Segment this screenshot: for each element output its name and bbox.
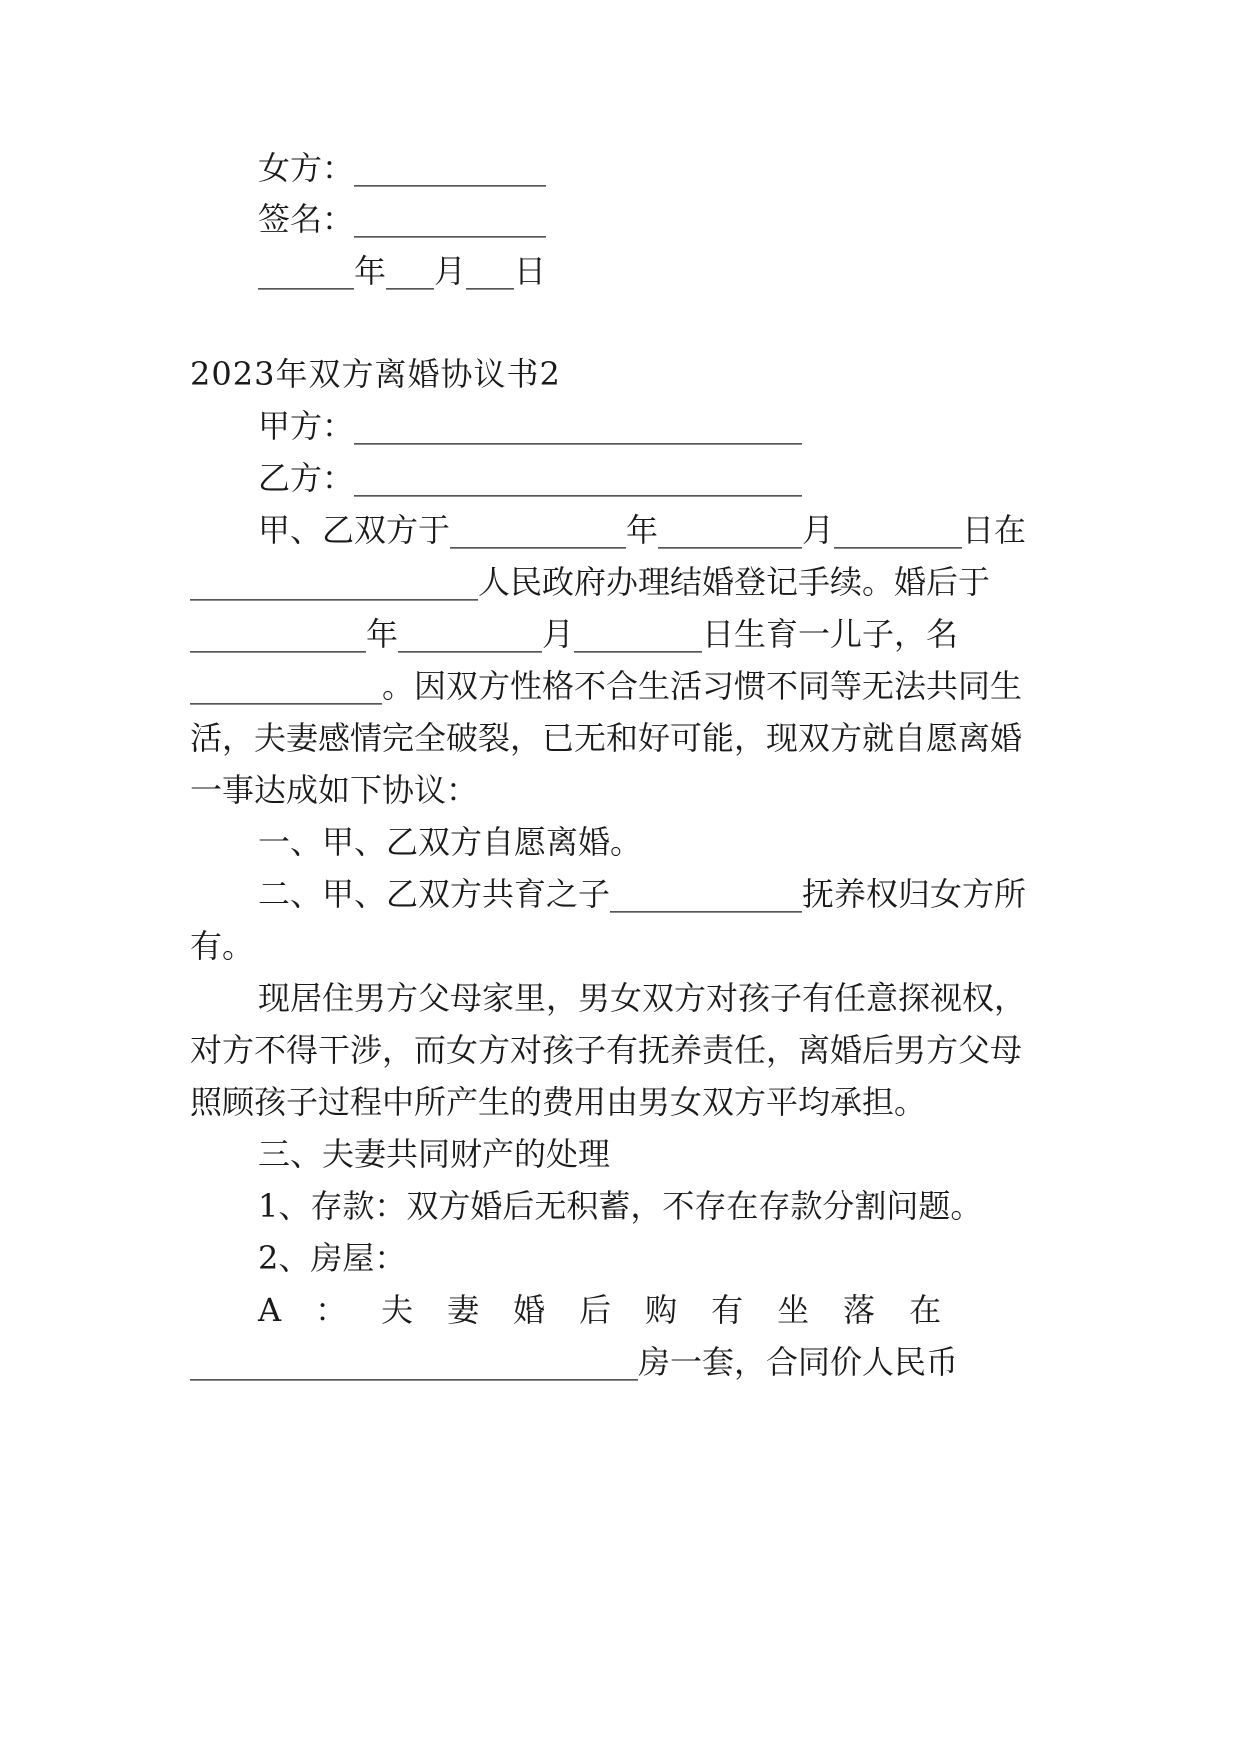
- clause-1: 一、甲、乙双方自愿离婚。: [258, 823, 643, 861]
- wife-line: 女方：____________: [258, 149, 547, 187]
- deposit-item: 1、存款：双方婚后无积蓄，不存在存款分割问题。: [258, 1187, 983, 1225]
- paragraph-line: 现居住男方父母家里，男女双方对孩子有任意探视权，: [258, 979, 1027, 1017]
- paragraph-line: __________________人民政府办理结婚登记手续。婚后于: [190, 563, 991, 601]
- party-a-line: 甲方：____________________________: [258, 407, 803, 445]
- paragraph-line: ___________年_________月________日生育一儿子，名: [190, 615, 959, 653]
- house-a-line: A：夫妻婚后购有坐落在: [258, 1291, 976, 1329]
- paragraph-line: 活，夫妻感情完全破裂，已无和好可能，现双方就自愿离婚: [190, 719, 1023, 757]
- agreement-title: 2023年双方离婚协议书2: [190, 355, 561, 393]
- house-a-continued: ____________________________房一套，合同价人民币: [190, 1343, 959, 1381]
- clause-3: 三、夫妻共同财产的处理: [258, 1135, 611, 1173]
- paragraph-line: 甲、乙双方于___________年_________月________日在: [258, 511, 1027, 549]
- paragraph-line: 对方不得干涉，而女方对孩子有抚养责任，离婚后男方父母: [190, 1031, 1023, 1069]
- date-line: ______年___月___日: [258, 252, 547, 290]
- clause-2-continued: 有。: [190, 927, 255, 965]
- clause-2: 二、甲、乙双方共育之子____________抚养权归女方所: [258, 875, 1027, 913]
- paragraph-line: ____________。因双方性格不合生活习惯不同等无法共同生: [190, 667, 1023, 705]
- signature-line: 签名：____________: [258, 200, 547, 238]
- party-b-line: 乙方：____________________________: [258, 459, 803, 497]
- paragraph-line: 一事达成如下协议：: [190, 771, 479, 809]
- house-item: 2、房屋：: [258, 1239, 407, 1277]
- paragraph-line: 照顾孩子过程中所产生的费用由男女双方平均承担。: [190, 1083, 927, 1121]
